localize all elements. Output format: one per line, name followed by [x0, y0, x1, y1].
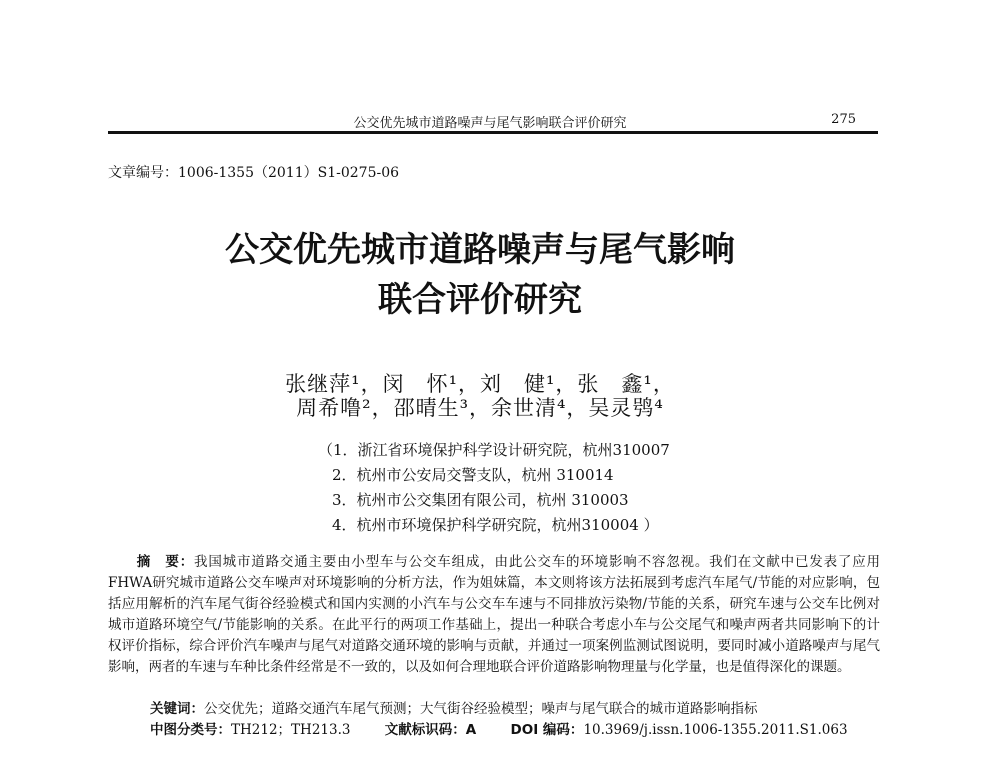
clc-value: TH212；TH213.3	[231, 722, 351, 738]
clc-label: 中图分类号：	[150, 722, 231, 738]
page-number: 275	[831, 112, 856, 127]
affiliation-2: 2．杭州市公安局交警支队，杭州 310014	[332, 466, 614, 484]
keywords-text: 公交优先；道路交通汽车尾气预测；大气街谷经验模型；噪声与尾气联合的城市道路影响指标	[204, 701, 758, 717]
authors-line-2: 周希噜²，邵晴生³，余世清⁴，吴灵鸮⁴	[296, 396, 664, 420]
doc-code-value: A	[465, 722, 477, 738]
title-line-2: 联合评价研究	[378, 280, 582, 320]
running-title: 公交优先城市道路噪声与尾气影响联合评价研究	[353, 116, 627, 131]
doi-value: 10.3969/j.issn.1006-1355.2011.S1.063	[583, 722, 848, 738]
affiliation-4: 4．杭州市环境保护科学研究院，杭州310004 ）	[332, 516, 659, 534]
abstract-label: 摘 要：	[136, 554, 195, 570]
authors-line-1: 张继萍¹，闵 怀¹，刘 健¹，张 鑫¹，	[285, 372, 675, 396]
keywords-label: 关键词：	[150, 701, 204, 717]
abstract-text: 我国城市道路交通主要由小型车与公交车组成，由此公交车的环境影响不容忽视。我们在文献中已发表了应用FHWA研究城市道路公交车噪声对环境影响的分析方法，作为姐妹篇，本文则将该方法拓展到考虑汽车尾气/节能的对应影响，包括应用解析的汽车尾气街谷经验模式和国内实测的小汽车与公交车车速与不同排放污染物/节能的关系，研究车速与公交车比例对城市道路环境空气/节能影响的关系。在此平行的两项工作基础上，提出一种联合考虑小车与公交尾气和噪声两者共同影响下的计权评价指标，综合评价汽车噪声与尾气对道路交通环境的影响与贡献，并通过一项案例监测试图说明，要同时减小道路噪声与尾气影响，两者的车速与车种比条件经常是不一致的，以及如何合理地联合评价道路影响物理量与化学量，也是值得深化的课题。	[108, 554, 881, 675]
doc-code-label: 文献标识码：	[384, 722, 466, 738]
article-number: 文章编号：1006-1355（2011）S1-0275-06	[108, 165, 400, 181]
title-line-1: 公交优先城市道路噪声与尾气影响	[225, 230, 735, 270]
affiliation-1: （1．浙江省环境保护科学设计研究院，杭州310007	[318, 441, 670, 459]
affiliation-3: 3．杭州市公交集团有限公司，杭州 310003	[332, 491, 629, 509]
abstract	[108, 552, 880, 678]
header-rule	[108, 131, 878, 134]
keywords	[150, 697, 758, 717]
running-header	[110, 112, 870, 132]
doi-label: DOI 编码：	[510, 722, 584, 738]
classification-line	[150, 718, 848, 738]
